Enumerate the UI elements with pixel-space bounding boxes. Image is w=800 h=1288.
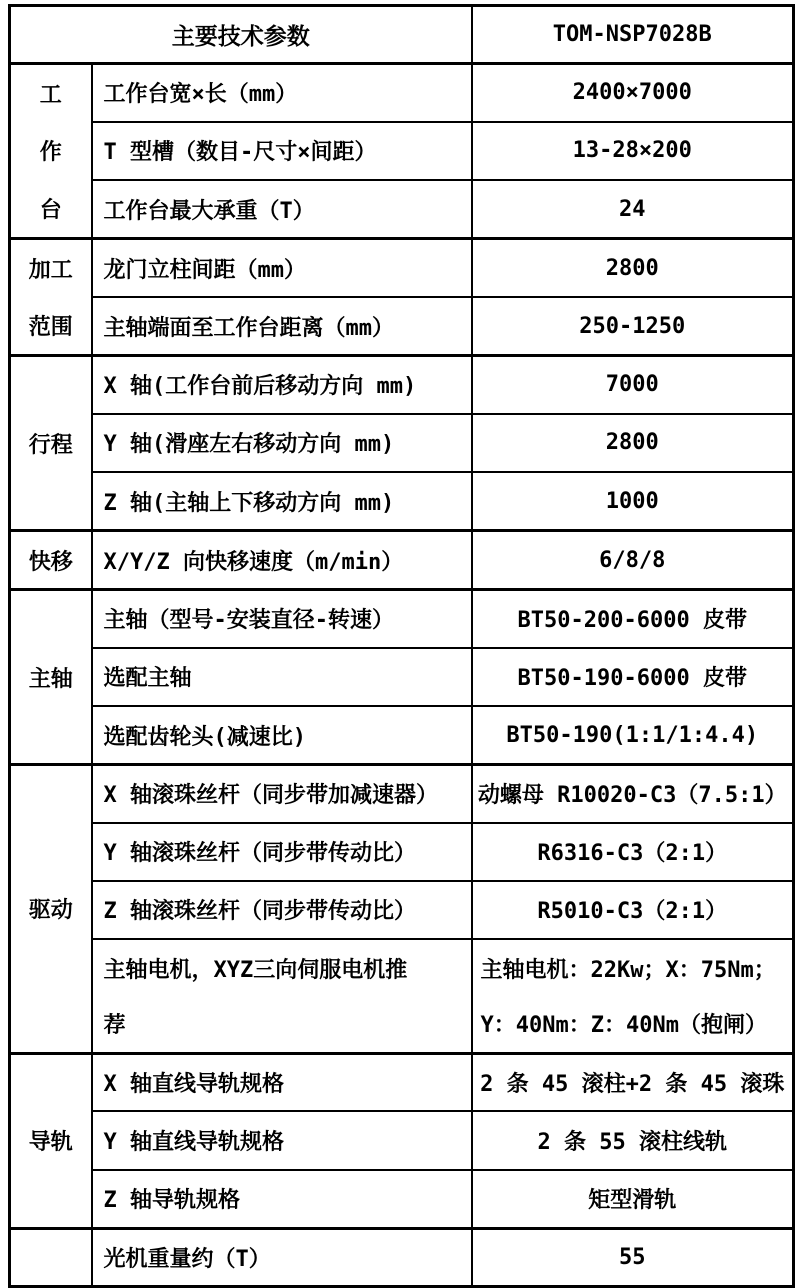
param-cell: X 轴(工作台前后移动方向 mm) — [92, 356, 472, 414]
value-cell: 7000 — [472, 356, 794, 414]
table-row — [10, 1053, 794, 1111]
table-row — [10, 1111, 794, 1169]
param-cell: 选配主轴 — [92, 648, 472, 706]
param-cell: Z 轴(主轴上下移动方向 mm) — [92, 472, 472, 530]
table-row — [10, 939, 794, 1054]
table-row — [10, 590, 794, 648]
param-cell: 选配齿轮头(减速比) — [92, 706, 472, 764]
param-cell: Y 轴直线导轨规格 — [92, 1111, 472, 1169]
param-cell: 光机重量约（T） — [92, 1228, 472, 1286]
value-cell: 矩型滑轨 — [472, 1170, 794, 1228]
group-label-line: 导轨 — [28, 1130, 73, 1155]
header-row — [10, 6, 794, 64]
value-cell: BT50-190-6000 皮带 — [472, 648, 794, 706]
group-label-line: 主轴 — [28, 666, 73, 692]
value-cell: 250-1250 — [472, 297, 794, 356]
param-cell: 工作台宽×长（mm） — [92, 64, 472, 122]
group-label-line: 驱动 — [28, 898, 73, 924]
value-cell: 24 — [472, 180, 794, 238]
table-row — [10, 180, 794, 238]
table-row — [10, 239, 794, 298]
table-row — [10, 122, 794, 180]
header-title: 主要技术参数 — [10, 6, 472, 64]
header-model: TOM-NSP7028B — [472, 6, 794, 64]
table-row — [10, 823, 794, 881]
group-label-line: 快移 — [28, 549, 73, 575]
table-row — [10, 531, 794, 590]
group-cell-machining-range — [10, 239, 92, 356]
value-cell: 2800 — [472, 239, 794, 298]
value-cell: 1000 — [472, 472, 794, 530]
value-cell: R5010-C3（2:1） — [472, 881, 794, 939]
param-cell: Y 轴滚珠丝杆（同步带传动比） — [92, 823, 472, 881]
group-cell-worktable — [10, 64, 92, 239]
param-cell: X 轴滚珠丝杆（同步带加减速器） — [92, 765, 472, 823]
param-cell: Z 轴滚珠丝杆（同步带传动比） — [92, 881, 472, 939]
table-row — [10, 881, 794, 939]
group-cell-rapid — [10, 531, 92, 590]
param-cell: X 轴直线导轨规格 — [92, 1053, 472, 1111]
value-cell: 2 条 55 滚柱线轨 — [472, 1111, 794, 1169]
group-label-line: 范围 — [28, 315, 73, 340]
table-row — [10, 648, 794, 706]
group-cell-spindle — [10, 590, 92, 765]
table-row — [10, 297, 794, 356]
param-cell: Y 轴(滑座左右移动方向 mm) — [92, 414, 472, 472]
value-cell: 2400×7000 — [472, 64, 794, 122]
value-cell: 2 条 45 滚柱+2 条 45 滚珠 — [472, 1053, 794, 1111]
group-cell-drive — [10, 765, 92, 1054]
param-cell: 工作台最大承重（T） — [92, 180, 472, 238]
group-cell-empty — [10, 1228, 92, 1286]
group-label-line: 作 — [39, 140, 62, 166]
param-line: 荐 — [103, 1012, 126, 1038]
group-cell-travel — [10, 356, 92, 531]
group-label-line: 工 — [39, 83, 62, 109]
param-cell: 主轴端面至工作台距离（mm） — [92, 297, 472, 356]
group-label-line: 台 — [39, 197, 62, 223]
table-row — [10, 1228, 794, 1286]
value-cell: BT50-200-6000 皮带 — [472, 590, 794, 648]
value-cell: 2800 — [472, 414, 794, 472]
value-cell: 6/8/8 — [472, 531, 794, 590]
spec-table — [8, 4, 795, 1288]
value-line: Y：40Nm：Z：40Nm（抱闸） — [480, 1012, 767, 1038]
param-cell: X/Y/Z 向快移速度（m/min） — [92, 531, 472, 590]
table-row — [10, 706, 794, 764]
table-row — [10, 64, 794, 122]
param-cell: 主轴（型号-安装直径-转速） — [92, 590, 472, 648]
param-cell: Z 轴导轨规格 — [92, 1170, 472, 1228]
param-cell: T 型槽（数目-尺寸×间距） — [92, 122, 472, 180]
group-label-line: 加工 — [28, 258, 73, 283]
value-cell: R6316-C3（2:1） — [472, 823, 794, 881]
value-line: 主轴电机：22Kw；X：75Nm； — [480, 957, 776, 983]
table-row — [10, 356, 794, 414]
group-label-line: 行程 — [28, 432, 73, 458]
table-row — [10, 414, 794, 472]
value-cell: 13-28×200 — [472, 122, 794, 180]
table-row — [10, 765, 794, 823]
param-line: 主轴电机，XYZ三向伺服电机推 — [103, 957, 408, 983]
group-cell-guideways — [10, 1053, 92, 1228]
value-cell: 55 — [472, 1228, 794, 1286]
table-row — [10, 1170, 794, 1228]
value-cell: BT50-190(1:1/1:4.4) — [472, 706, 794, 764]
table-row — [10, 472, 794, 530]
param-cell: 龙门立柱间距（mm） — [92, 239, 472, 298]
value-cell: 动螺母 R10020-C3（7.5:1） — [472, 765, 794, 823]
value-cell — [472, 939, 794, 1054]
param-cell — [92, 939, 472, 1054]
